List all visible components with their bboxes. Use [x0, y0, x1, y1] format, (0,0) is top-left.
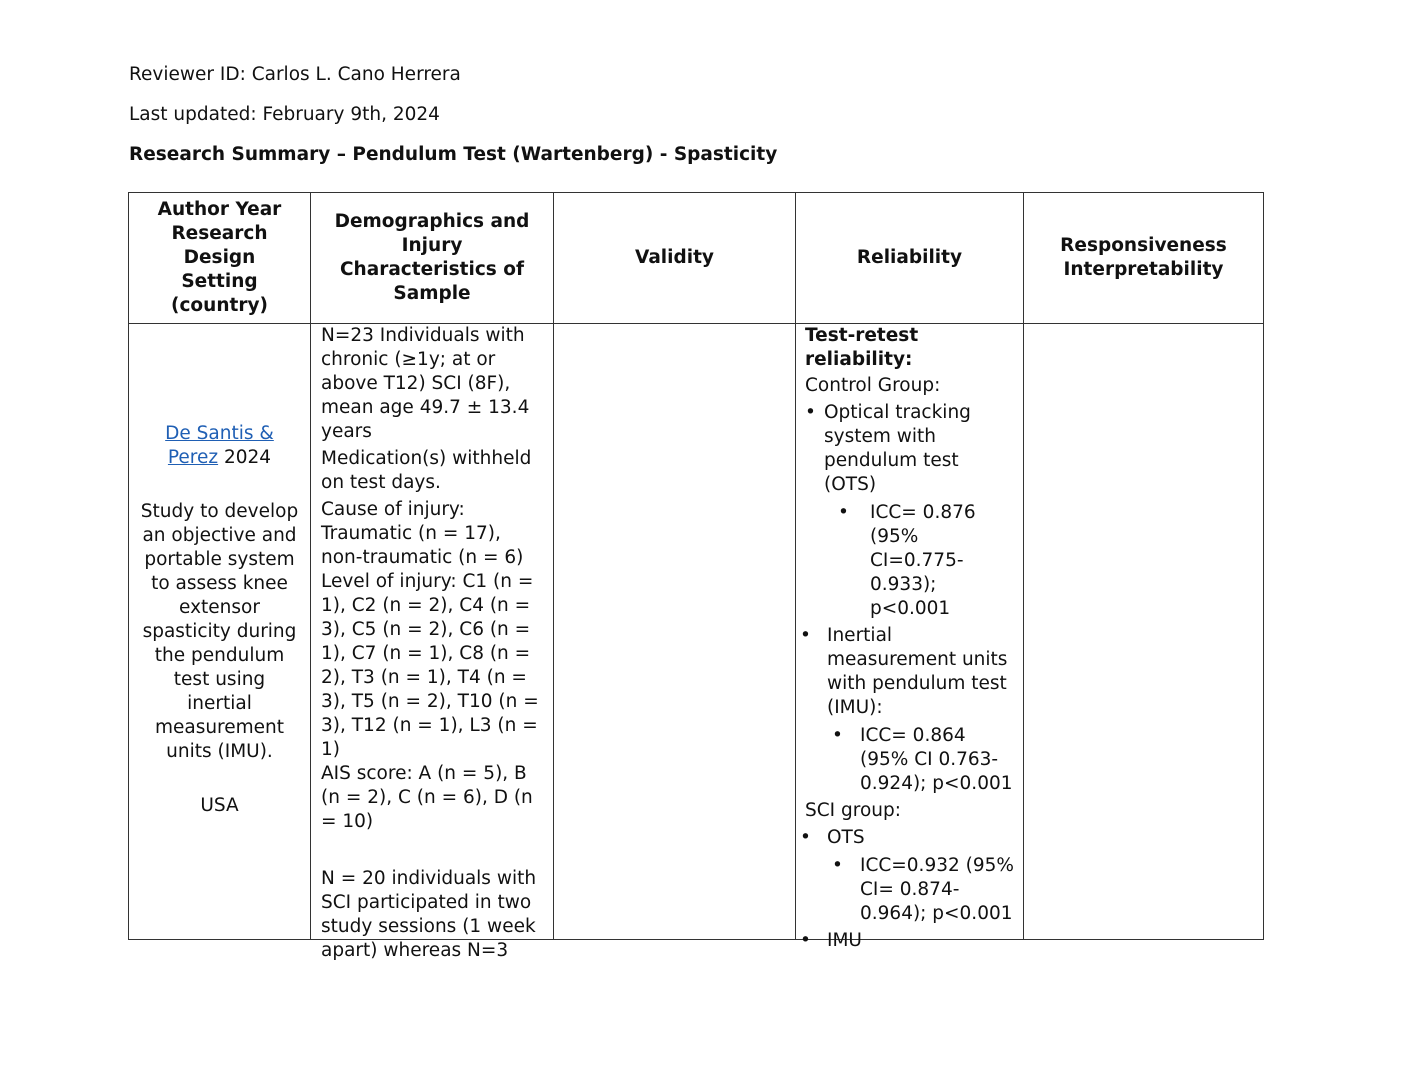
column-header-author: Author Year Research Design Setting (country): [129, 193, 311, 324]
last-updated: Last updated: February 9th, 2024: [129, 104, 440, 125]
column-header-demographics: Demographics and Injury Characteristics of Sample: [311, 193, 554, 324]
author-cell: [129, 324, 311, 940]
demographics-cell: [311, 324, 554, 961]
reliability-heading: Test-retest reliability:: [805, 325, 919, 370]
document-title: Research Summary – Pendulum Test (Wartenberg) - Spasticity: [129, 144, 778, 165]
bullet-icon: •: [805, 402, 816, 423]
bullet-icon: •: [800, 930, 811, 951]
session-note: N = 20 individuals with SCI participated in two study sessions (1 week apart) whereas N=3: [321, 868, 537, 961]
author-citation: De Santis & Perez 2024: [165, 423, 274, 468]
ais-score: AIS score: A (n = 5), B (n = 2), C (n = 6), D (n = 10): [321, 763, 533, 832]
column-header-validity: Validity: [554, 193, 796, 324]
research-summary-table: [128, 192, 1264, 961]
bullet-icon: •: [800, 827, 811, 848]
list-item: • ICC=0.932 (95% CI= 0.874-0.964); p<0.001: [832, 855, 1014, 924]
bullet-icon: •: [832, 725, 843, 746]
table-header-row: [129, 193, 1264, 324]
list-item: • Optical tracking system with pendulum test (OTS) • ICC= 0.876 (95% CI=0.775-0.933); p<0.001: [805, 401, 1015, 621]
control-group-list: [800, 401, 1015, 796]
list-item: • ICC= 0.864 (95% CI 0.763-0.924); p<0.001: [832, 725, 1013, 794]
sci-group-label: SCI group:: [805, 800, 901, 821]
sample-description: N=23 Individuals with chronic (≥1y; at or above T12) SCI (8F), mean age 49.7 ± 13.4 years: [321, 325, 530, 442]
study-country: USA: [200, 795, 239, 816]
sci-group-list: [800, 826, 1015, 953]
cause-of-injury: Cause of injury: Traumatic (n = 17), non-traumatic (n = 6): [321, 499, 524, 568]
validity-cell: [554, 324, 796, 940]
list-item: • Inertial measurement units with pendulum test (IMU): • ICC= 0.864 (95% CI 0.763-0.924); p<0.001: [800, 624, 1015, 796]
column-header-reliability: Reliability: [796, 193, 1024, 324]
reviewer-id: Reviewer ID: Carlos L. Cano Herrera: [129, 64, 461, 85]
bullet-icon: •: [800, 625, 811, 646]
author-link[interactable]: De Santis & Perez: [165, 423, 274, 468]
list-item: • OTS • ICC=0.932 (95% CI= 0.874-0.964); p<0.001: [800, 827, 1014, 924]
bullet-icon: •: [838, 502, 849, 523]
responsiveness-cell: [1024, 324, 1264, 940]
list-item: • ICC= 0.876 (95% CI=0.775-0.933); p<0.001: [838, 502, 976, 619]
study-design: Study to develop an objective and portable system to assess knee extensor spasticity during the pendulum test using inertial measurement units (IMU).: [140, 501, 299, 762]
reliability-cell: [796, 324, 1024, 951]
control-group-label: Control Group:: [805, 375, 941, 396]
table-row: [129, 324, 1264, 940]
medication-note: Medication(s) withheld on test days.: [321, 448, 532, 493]
list-item: • IMU: [800, 930, 862, 951]
level-of-injury: Level of injury: C1 (n = 1), C2 (n = 2), C4 (n = 3), C5 (n = 2), C6 (n = 1), C7 (n = 1), C8 (n = 2), T3 (n = 1), T4 (n = 3), T5 (n = 2), T10 (n = 3), T12 (n = 1), L3 (n = 1): [321, 571, 539, 760]
bullet-icon: •: [832, 855, 843, 876]
column-header-responsiveness: Responsiveness Interpretability: [1024, 193, 1264, 324]
